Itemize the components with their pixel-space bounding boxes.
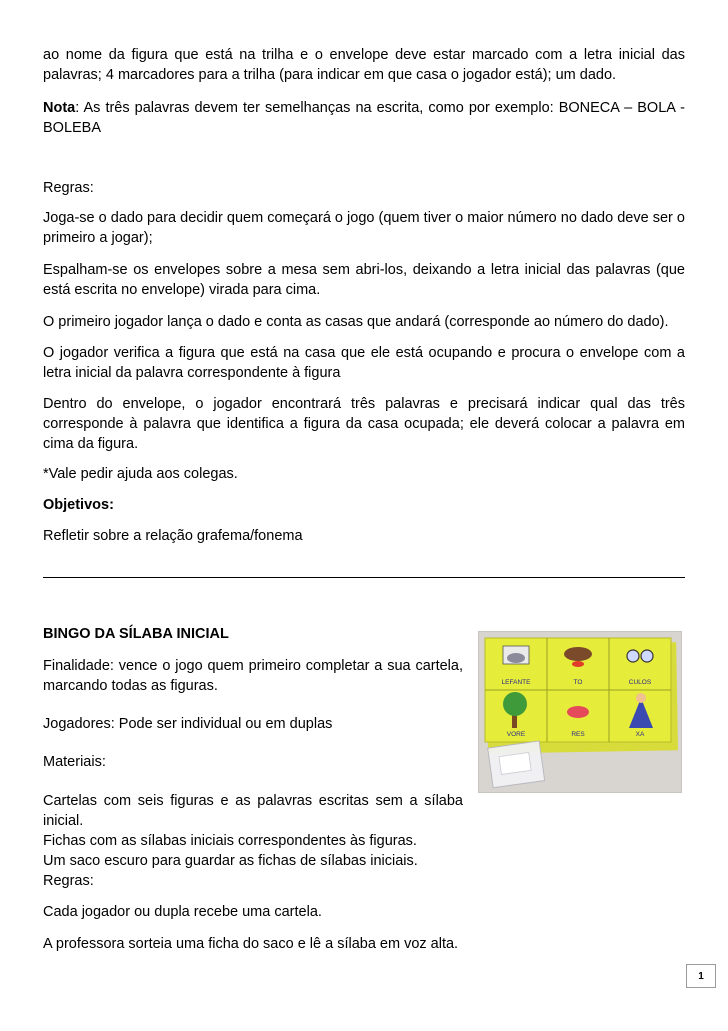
bingo-purpose: Finalidade: vence o jogo quem primeiro completar a sua cartela, marcando todas as figuras.: [43, 658, 463, 694]
paragraph-materials-continued: ao nome da figura que está na trilha e o envelope deve estar marcado com a letra inicial das palavras; 4 marcadores para a trilha (para indicar em que casa o jogador está); um dado.: [43, 47, 685, 83]
card-word-3: VORE: [506, 731, 526, 738]
objectives-heading: Objetivos:: [43, 497, 114, 513]
note-paragraph: [43, 98, 685, 138]
bingo-players: Jogadores: Pode ser individual ou em duplas: [43, 716, 333, 732]
bingo-materials-heading: Materiais:: [43, 754, 106, 770]
bingo-rule-1: Cada jogador ou dupla recebe uma cartela.: [43, 904, 322, 920]
card-word-5: XA: [635, 731, 645, 738]
card-word-4: RES: [571, 731, 585, 738]
rule-1: Joga-se o dado para decidir quem começará o jogo (quem tiver o maior número no dado deve ser o primeiro a jogar);: [43, 210, 685, 246]
page-number: 1: [686, 964, 716, 988]
rule-5: Dentro do envelope, o jogador encontrará três palavras e precisará indicar qual das três corresponde à palavra que identifica a figura da casa ocupada; ele deverá colocar a palavra em cima da figura.: [43, 396, 685, 452]
help-note: *Vale pedir ajuda aos colegas.: [43, 466, 238, 482]
bingo-card-photo: [478, 631, 682, 793]
bingo-rule-2: A professora sorteia uma ficha do saco e lê a sílaba em voz alta.: [43, 936, 459, 952]
bingo-material-3: Um saco escuro para guardar as fichas de sílabas iniciais.: [43, 853, 418, 869]
card-word-2: CULOS: [628, 679, 652, 686]
bingo-material-2: Fichas com as sílabas iniciais correspondentes às figuras.: [43, 833, 417, 849]
rules-heading: Regras:: [43, 180, 94, 196]
note-text: : As três palavras devem ter semelhanças na escrita, como por exemplo: BONECA – BOLA - BOLEBA: [43, 100, 685, 136]
rule-3: O primeiro jogador lança o dado e conta as casas que andará (corresponde ao número do dado).: [43, 314, 669, 330]
bingo-card-illustration: [479, 632, 681, 792]
bingo-title: BINGO DA SÍLABA INICIAL: [43, 626, 229, 642]
note-label: Nota: [43, 100, 76, 116]
rule-4: O jogador verifica a figura que está na casa que ele está ocupando e procura o envelope com a letra inicial da palavra correspondente à figura: [43, 345, 685, 381]
section-divider: [43, 577, 685, 578]
bingo-material-1: Cartelas com seis figuras e as palavras escritas sem a sílaba inicial.: [43, 793, 463, 829]
card-word-0: LEFANTE: [501, 679, 531, 686]
bingo-rules-heading: Regras:: [43, 873, 94, 889]
card-word-1: TO: [573, 679, 583, 686]
rule-2: Espalham-se os envelopes sobre a mesa sem abri-los, deixando a letra inicial das palavras (que está escrita no envelope) virada para cima.: [43, 262, 685, 298]
objectives-text: Refletir sobre a relação grafema/fonema: [43, 528, 303, 544]
